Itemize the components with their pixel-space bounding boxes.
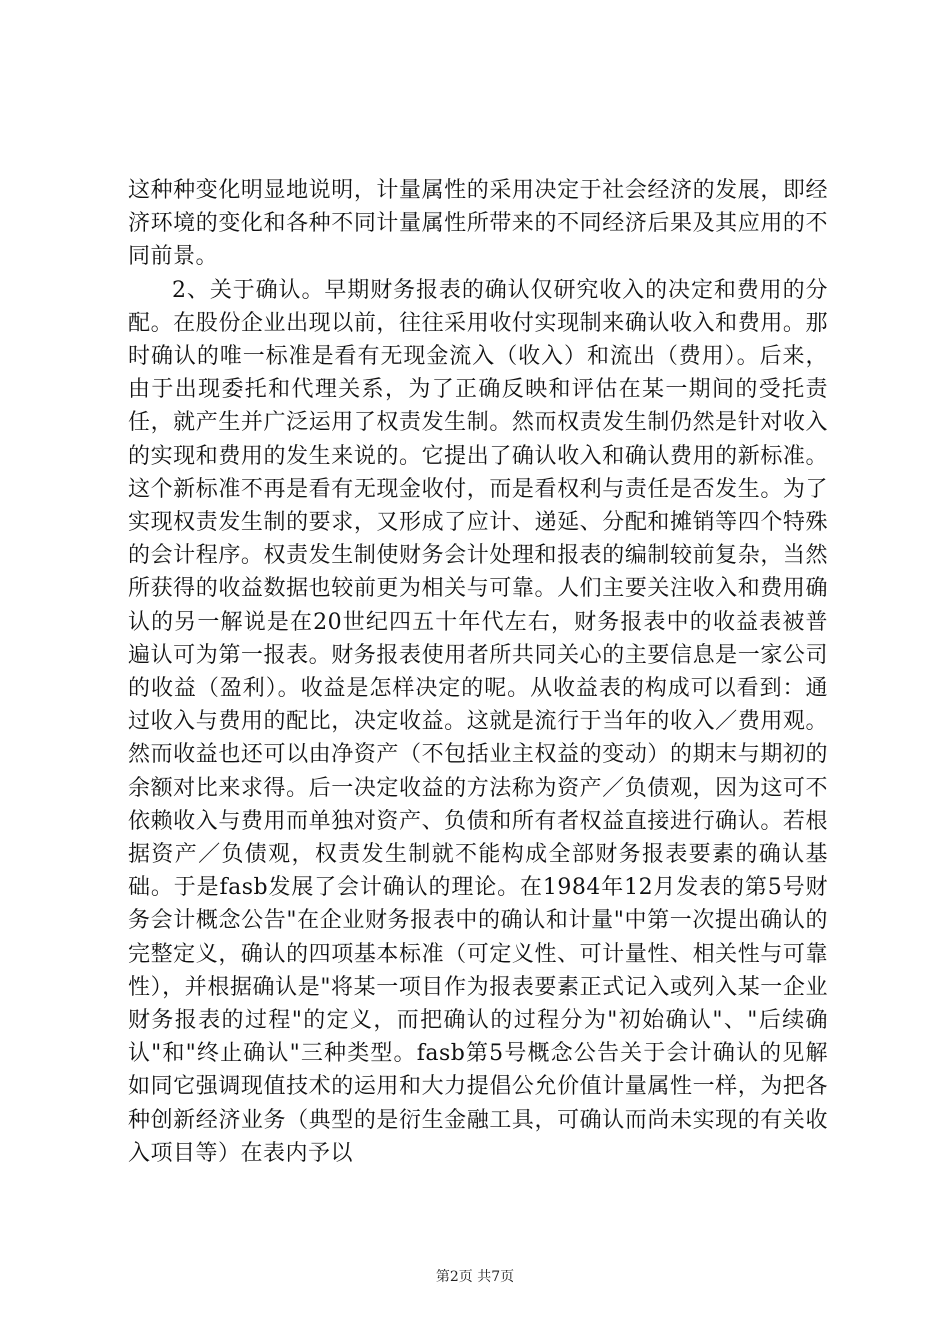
page-footer: 第2页 共7页 (435, 1269, 515, 1285)
document-body (128, 174, 828, 1170)
paragraph-recognition: 2、关于确认。早期财务报表的确认仅研究收入的决定和费用的分配。在股份企业出现以前，往往采用收付实现制来确认收入和费用。那时确认的唯一标准是看有无现金流入（收入）和流出（费用）。后来，由于出现委托和代理关系，为了正确反映和评估在某一期间的受托责任，就产生并广泛运用了权责发生制。然而权责发生制仍然是针对收入的实现和费用的发生来说的。它提出了确认收入和确认费用的新标准。这个新标准不再是看有无现金收付，而是看权利与责任是否发生。为了实现权责发生制的要求，又形成了应计、递延、分配和摊销等四个特殊的会计程序。权责发生制使财务会计处理和报表的编制较前复杂，当然所获得的收益数据也较前更为相关与可靠。人们主要关注收入和费用确认的另一解说是在20世纪四五十年代左右，财务报表中的收益表被普遍认可为第一报表。财务报表使用者所共同关心的主要信息是一家公司的收益（盈利）。收益是怎样决定的呢。从收益表的构成可以看到：通过收入与费用的配比，决定收益。这就是流行于当年的收入／费用观。然而收益也还可以由净资产（不包括业主权益的变动）的期末与期初的余额对比来求得。后一决定收益的方法称为资产／负债观，因为这可不依赖收入与费用而单独对资产、负债和所有者权益直接进行确认。若根据资产／负债观，权责发生制就不能构成全部财务报表要素的确认基础。于是fasb发展了会计确认的理论。在1984年12月发表的第5号财务会计概念公告"在企业财务报表中的确认和计量"中第一次提出确认的完整定义，确认的四项基本标准（可定义性、可计量性、相关性与可靠性），并根据确认是"将某一项目作为报表要素正式记入或列入某一企业财务报表的过程"的定义，而把确认的过程分为"初始确认"、"后续确认"和"终止确认"三种类型。fasb第5号概念公告关于会计确认的见解如同它强调现值技术的运用和大力提倡公允价值计量属性一样，为把各种创新经济业务（典型的是衍生金融工具，可确认而尚未实现的有关收入项目等）在表内予以 (128, 277, 828, 1166)
paragraph-continuation: 这种种变化明显地说明，计量属性的采用决定于社会经济的发展，即经济环境的变化和各种不同计量属性所带来的不同经济后果及其应用的不同前景。 (128, 178, 828, 270)
